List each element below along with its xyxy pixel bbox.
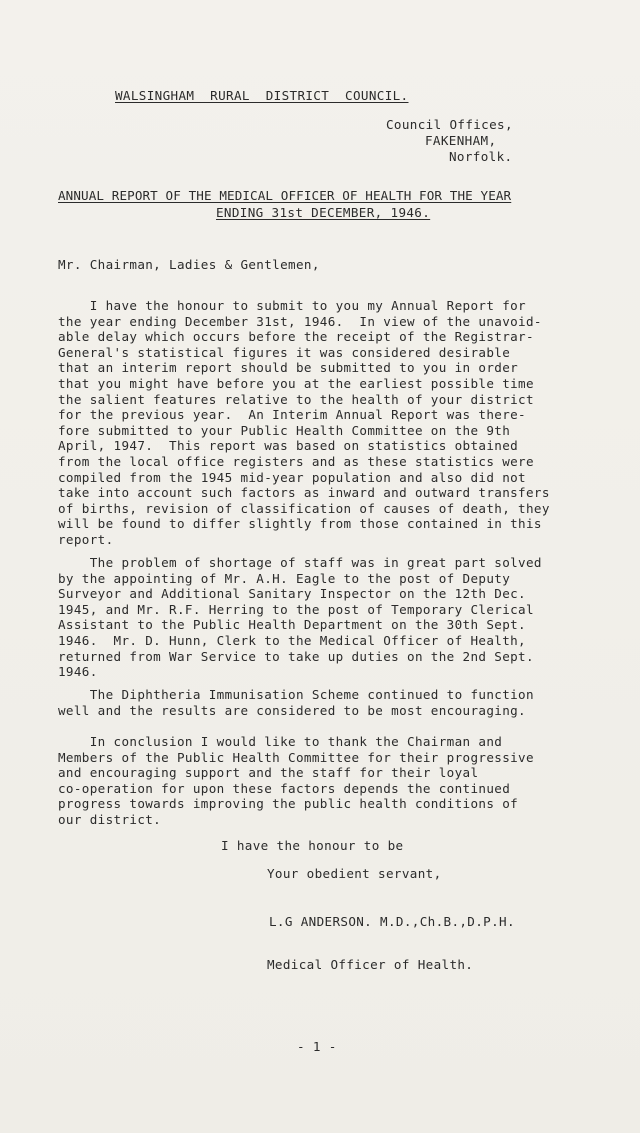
- paragraph-3: [58, 687, 618, 718]
- paragraph-line: that an interim report should be submitted to you in order: [58, 360, 519, 376]
- paragraph-line: In conclusion I would like to thank the Chairman and: [58, 734, 503, 749]
- paragraph-line: progress towards improving the public health conditions of: [58, 796, 519, 812]
- paragraph-line: General's statistical figures it was considered desirable: [58, 344, 511, 360]
- paragraph-line: by the appointing of Mr. A.H. Eagle to the post of Deputy: [58, 570, 511, 586]
- address-line-1: Council Offices,: [386, 117, 513, 132]
- paragraph-line: the salient features relative to the health of your district: [58, 391, 534, 407]
- paragraph-line: fore submitted to your Public Health Committee on the 9th: [58, 422, 511, 438]
- paragraph-1: [58, 298, 618, 548]
- paragraph-line: co-operation for upon these factors depends the continued: [58, 780, 511, 796]
- paragraph-line: for the previous year. An Interim Annual Report was there-: [58, 407, 526, 423]
- paragraph-line: returned from War Service to take up duties on the 2nd Sept.: [58, 648, 534, 664]
- paragraph-line: the year ending December 31st, 1946. In view of the unavoid-: [58, 313, 542, 329]
- paragraph-line: from the local office registers and as these statistics were: [58, 453, 534, 469]
- paragraph-line: The problem of shortage of staff was in great part solved: [58, 555, 542, 570]
- paragraph-line: Members of the Public Health Committee for their progressive: [58, 749, 534, 765]
- closing-honour: I have the honour to be: [221, 838, 404, 853]
- paragraph-4: [58, 734, 618, 828]
- paragraph-line: report.: [58, 531, 114, 547]
- paragraph-line: take into account such factors as inward and outward transfers: [58, 485, 550, 501]
- paragraph-line: of births, revision of classification of causes of death, they: [58, 500, 550, 516]
- paragraph-line: The Diphtheria Immunisation Scheme continued to function: [58, 687, 534, 702]
- paragraph-2: [58, 555, 618, 680]
- council-heading: WALSINGHAM RURAL DISTRICT COUNCIL.: [115, 88, 409, 103]
- paragraph-line: 1946. Mr. D. Hunn, Clerk to the Medical Officer of Health,: [58, 632, 526, 648]
- paragraph-line: and encouraging support and the staff for their loyal: [58, 765, 479, 781]
- signatory-role: Medical Officer of Health.: [267, 957, 474, 972]
- paragraph-line: 1946.: [58, 664, 98, 680]
- paragraph-line: able delay which occurs before the receipt of the Registrar-: [58, 329, 534, 345]
- page-number: - 1 -: [297, 1039, 337, 1054]
- paragraph-line: 1945, and Mr. R.F. Herring to the post of Temporary Clerical: [58, 601, 534, 617]
- address-line-3: Norfolk.: [449, 149, 513, 164]
- paragraph-line: that you might have before you at the earliest possible time: [58, 375, 534, 391]
- paragraph-line: April, 1947. This report was based on statistics obtained: [58, 438, 519, 454]
- address-line-2: FAKENHAM,: [425, 133, 497, 148]
- paragraph-line: compiled from the 1945 mid-year population and also did not: [58, 469, 526, 485]
- closing-servant: Your obedient servant,: [267, 866, 442, 881]
- paragraph-line: our district.: [58, 811, 162, 827]
- paragraph-line: I have the honour to submit to you my Annual Report for: [58, 298, 526, 313]
- salutation: Mr. Chairman, Ladies & Gentlemen,: [58, 257, 320, 272]
- report-title-line-1: ANNUAL REPORT OF THE MEDICAL OFFICER OF HEALTH FOR THE YEAR: [58, 188, 512, 203]
- paragraph-line: Surveyor and Additional Sanitary Inspector on the 12th Dec.: [58, 586, 526, 602]
- report-title-line-2: ENDING 31st DECEMBER, 1946.: [216, 205, 431, 220]
- paragraph-line: well and the results are considered to be most encouraging.: [58, 702, 526, 718]
- paragraph-line: will be found to differ slightly from those contained in this: [58, 516, 542, 532]
- paragraph-line: Assistant to the Public Health Department on the 30th Sept.: [58, 617, 526, 633]
- signatory-name: L.G ANDERSON. M.D.,Ch.B.,D.P.H.: [269, 914, 515, 929]
